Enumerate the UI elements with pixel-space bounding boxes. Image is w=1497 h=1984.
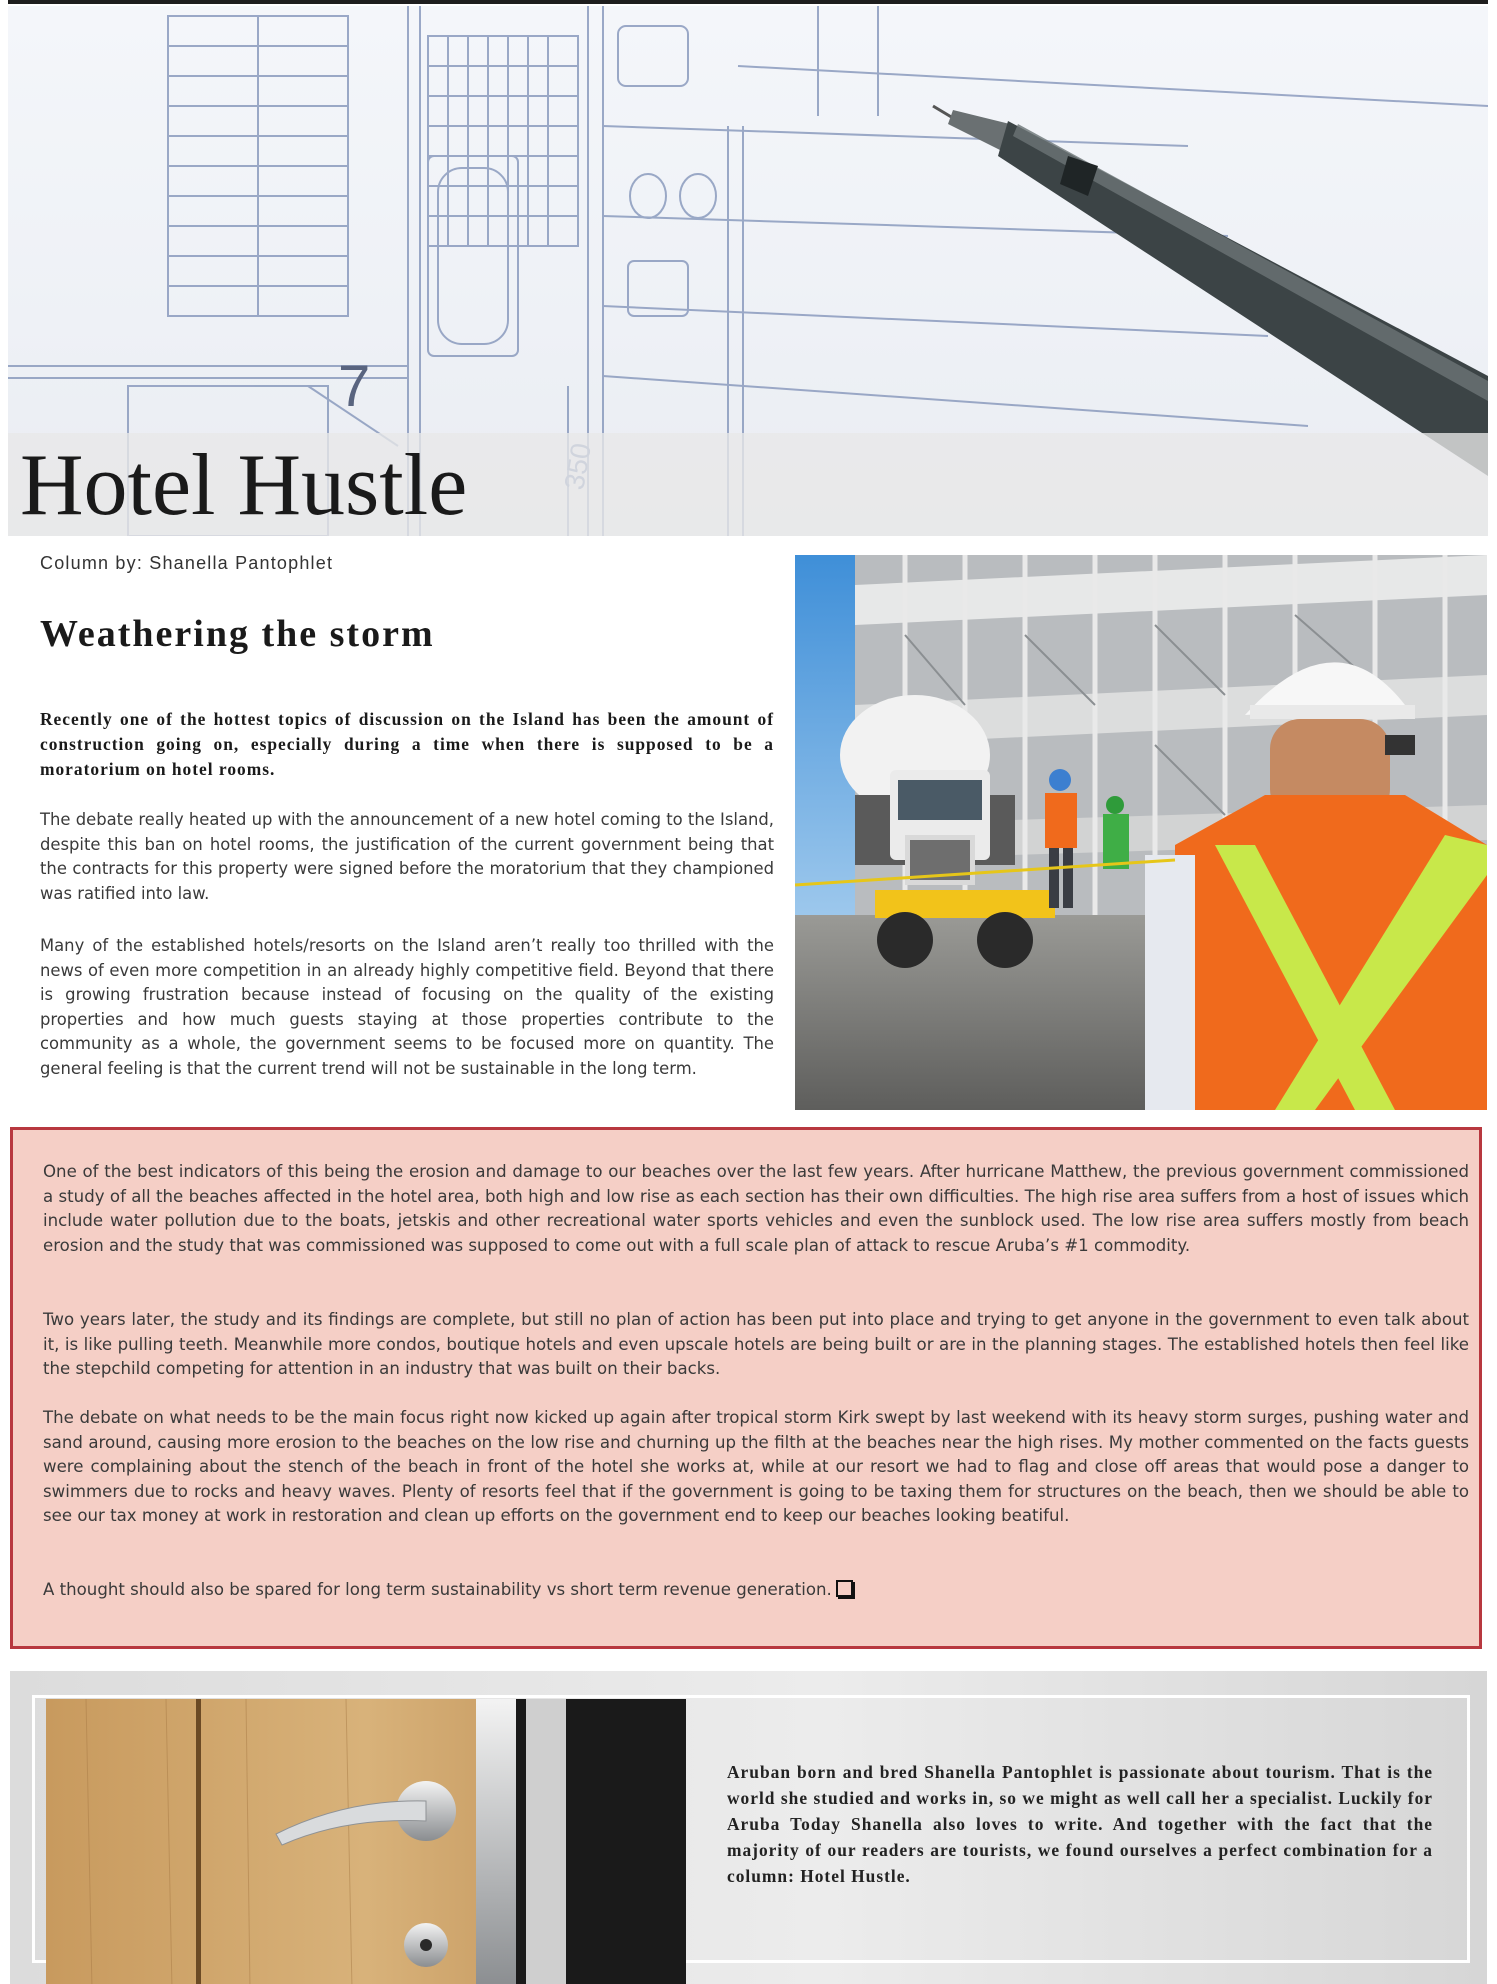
author-bio-section bbox=[10, 1671, 1487, 1984]
blueprint-number-7: 7 bbox=[338, 354, 371, 419]
header-blueprint-image bbox=[8, 6, 1488, 536]
article-paragraph-2: Many of the established hotels/resorts on the Island aren’t really too thrilled with the news of even more competition in an already highly competitive field. Beyond that there is growing frustration because instead of focusing on the quality of the existing properties and how much guests staying at those properties contribute to the community as a whole, the government seems to be focused more on quantity. The general feeling is that the current trend will not be sustainable in the long term. bbox=[40, 936, 774, 1078]
closing-text: A thought should also be spared for long term sustainability vs short term revenue generation. bbox=[43, 1580, 832, 1599]
construction-site-photo bbox=[795, 555, 1487, 1110]
end-mark-icon bbox=[836, 1580, 853, 1597]
door-handle-photo bbox=[46, 1699, 686, 1984]
article-lead: Recently one of the hottest topics of discussion on the Island has been the amount of construction going on, especially during a time when there is supposed to be a moratorium on hotel rooms. bbox=[40, 709, 774, 779]
author-bio-text: Aruban born and bred Shanella Pantophlet is passionate about tourism. That is the world she studied and works in, so we might as well call her a specialist. Luckily for Aruba Today Shanella also loves to write. And together with the fact that the majority of our readers are tourists, we found ourselves a perfect combination for a column: Hotel Hustle. bbox=[727, 1762, 1433, 1886]
box-paragraph-1: One of the best indicators of this being the erosion and damage to our beaches over the last few years. After hurricane Matthew, the previous government commissioned a study of all the beaches affected in the hotel area, both high and low rise as each section has their own difficulties. The high rise area suffers from a host of issues which include water pollution due to the boats, jetskis and other recreational water sports vehicles and even the sunblock used. The low rise area suffers mostly from beach erosion and the study that was commissioned was supposed to come out with a full scale plan of attack to rescue Aruba’s #1 commodity. bbox=[43, 1162, 1469, 1255]
highlight-box bbox=[10, 1127, 1482, 1649]
top-rule bbox=[8, 0, 1488, 4]
box-paragraph-3: The debate on what needs to be the main focus right now kicked up again after tropical storm Kirk swept by last weekend with its heavy storm surges, pushing water and sand around, causing more erosion to the beaches on the low rise and churning up the filth at the beaches near the high rises. My mother commented on the facts guests were complaining about the stench of the beach in front of the hotel she works at, while at our resort we had to flag and close off areas that would pose a danger to swimmers due to rocks and heavy waves. Plenty of resorts feel that if the government is going to be taxing them for structures on the beach, then we should be able to see our tax money at work in restoration and clean up efforts on the government end to keep our beaches looking beatiful. bbox=[43, 1408, 1469, 1526]
article-subhead: Weathering the storm bbox=[40, 613, 435, 655]
byline: Column by: Shanella Pantophlet bbox=[40, 553, 334, 573]
article-paragraph-1: The debate really heated up with the announcement of a new hotel coming to the Island, despite this ban on hotel rooms, the justification of the current government being that the contracts for this property were signed before the moratorium that they championed was ratified into law. bbox=[40, 810, 774, 903]
box-closing-line bbox=[43, 1578, 1469, 1603]
box-paragraph-2: Two years later, the study and its findings are complete, but still no plan of action has been put into place and trying to get anyone in the government to even talk about it, is like pulling teeth. Meanwhile more condos, boutique hotels and even upscale hotels are being built or are in the planning stages. The established hotels then feel like the stepchild competing for attention in an industry that was built on their backs. bbox=[43, 1310, 1469, 1379]
pen-image bbox=[933, 106, 1488, 476]
page-title: Hotel Hustle bbox=[20, 437, 468, 534]
